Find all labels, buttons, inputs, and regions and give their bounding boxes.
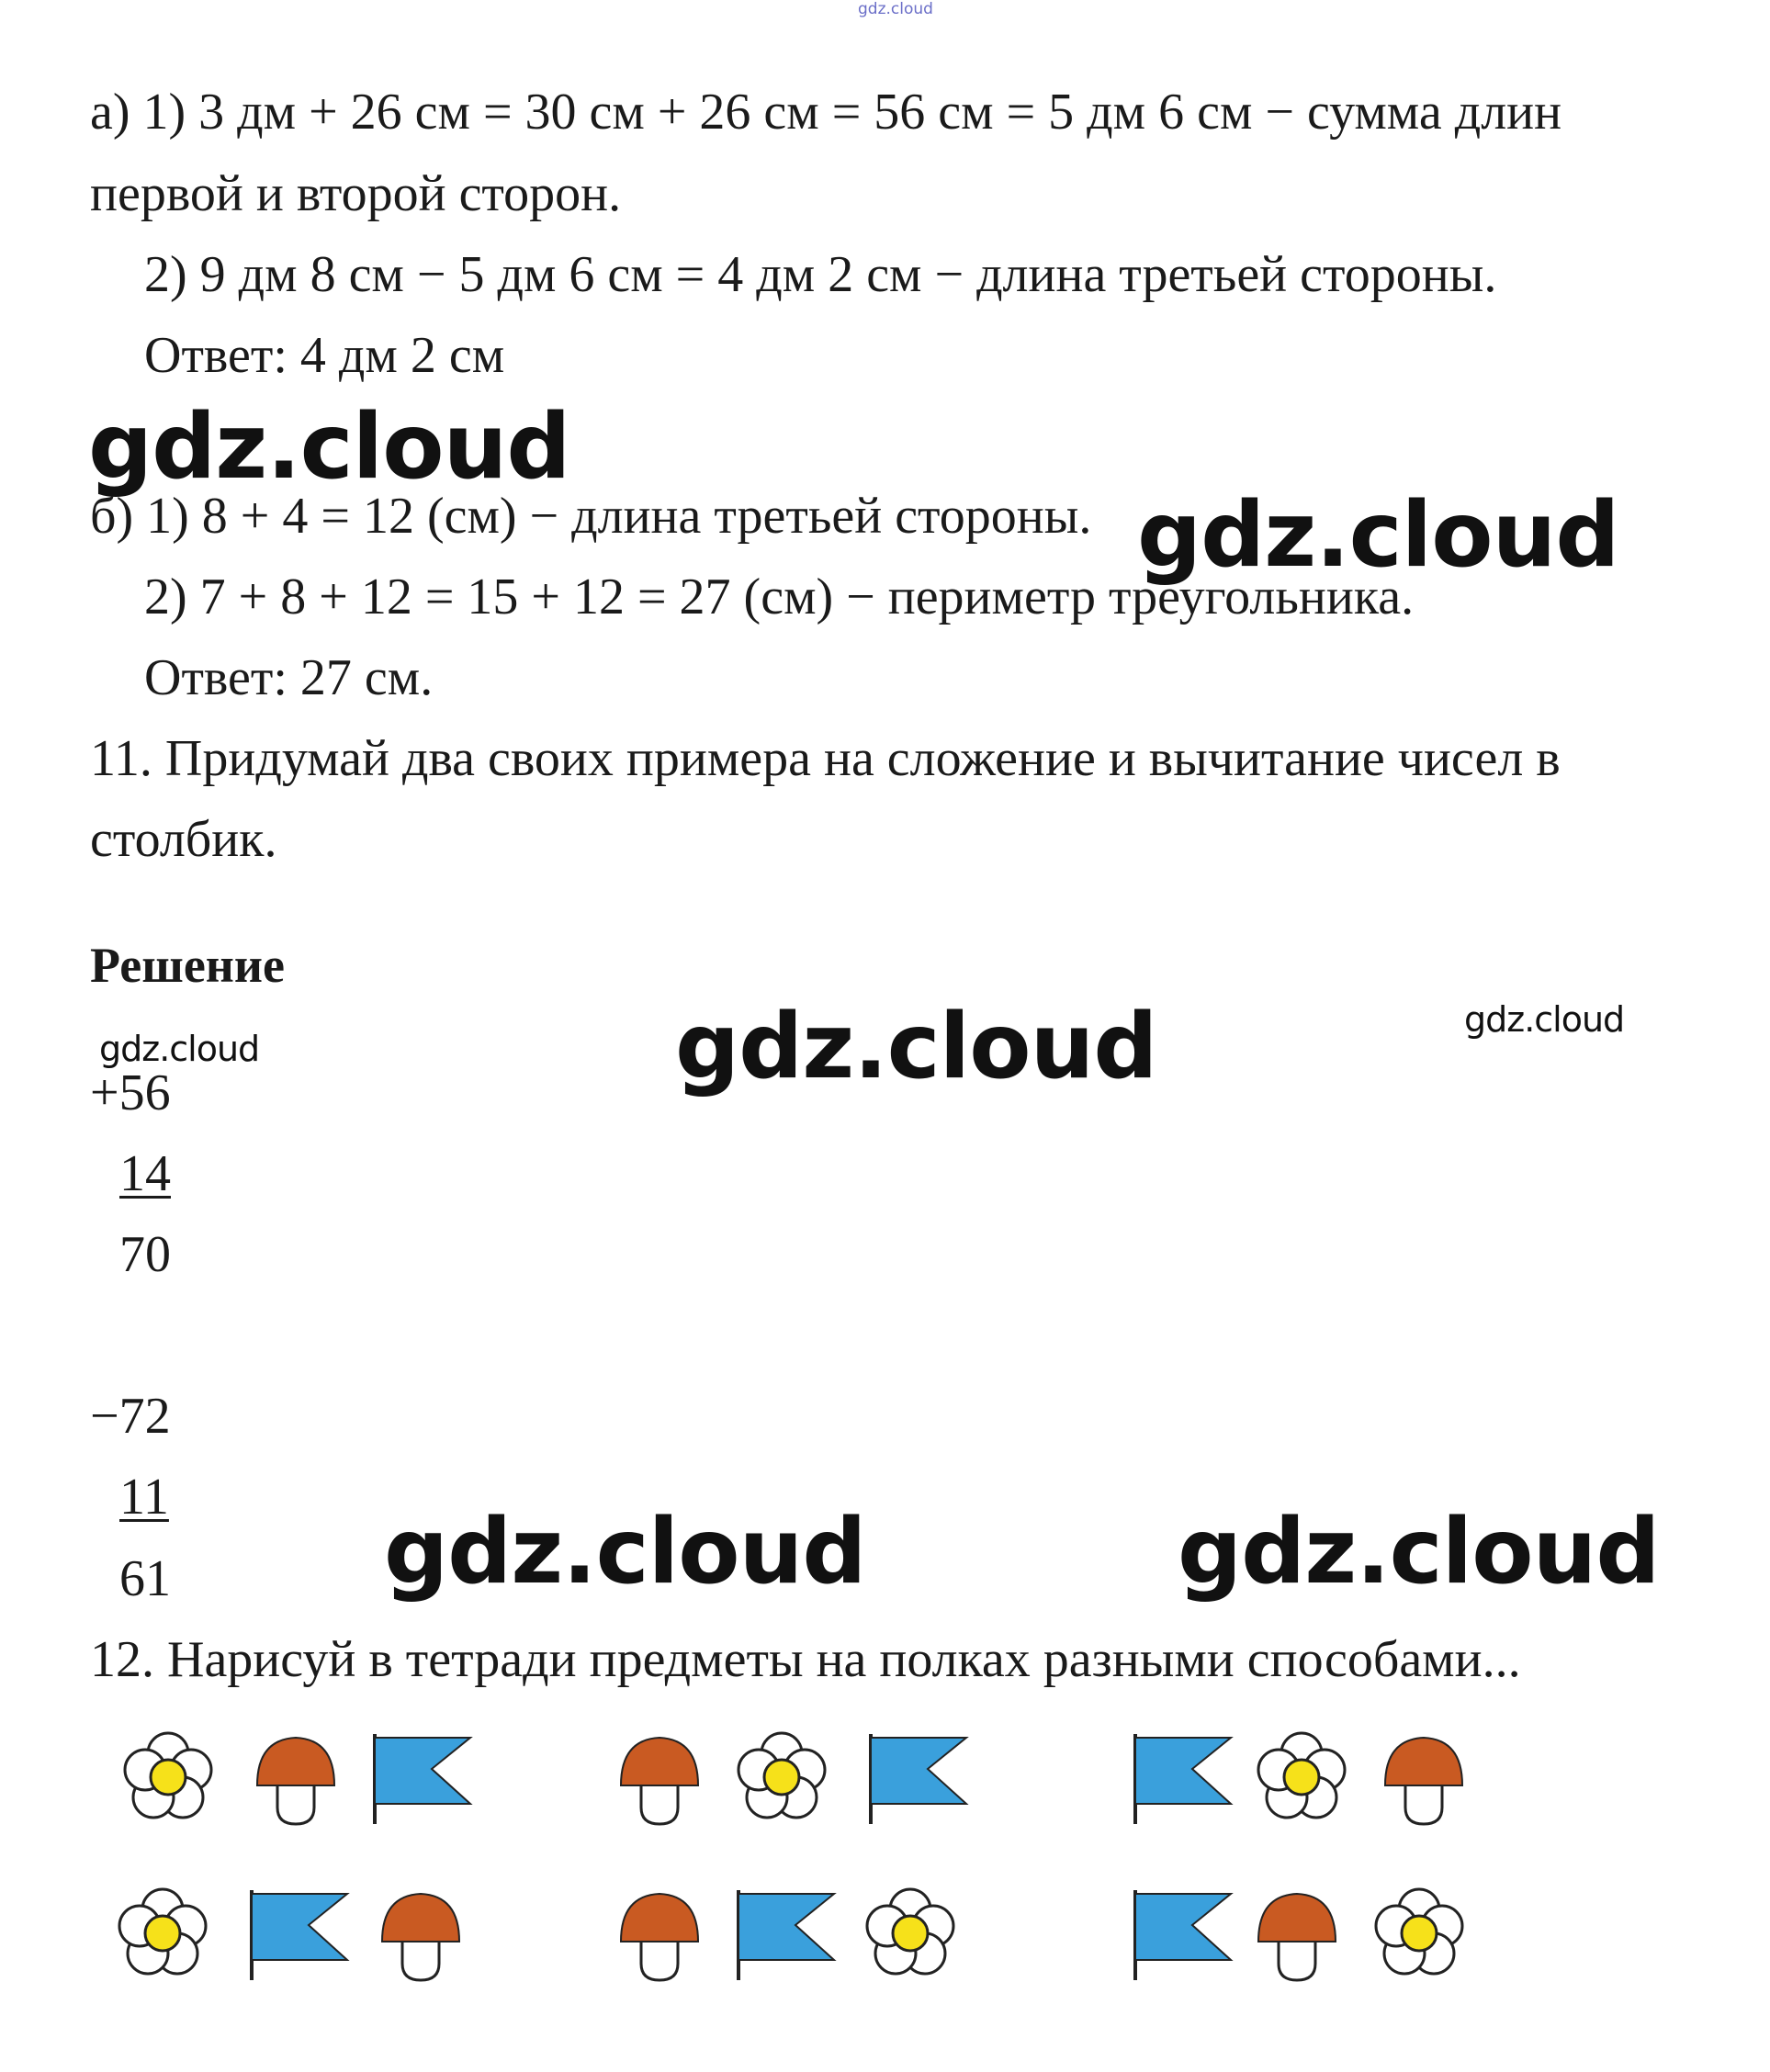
flag-icon (367, 1727, 478, 1831)
task10-a1-line1: а) 1) 3 дм + 26 см = 30 см + 26 см = 56 см = 5 дм 6 см − сумма длин (90, 84, 1562, 141)
flower-icon (1251, 1727, 1361, 1831)
top-watermark: gdz.cloud (858, 0, 933, 18)
watermark: gdz.cloud (384, 1500, 866, 1605)
flower-icon (112, 1883, 222, 1988)
watermark: gdz.cloud (1137, 483, 1619, 588)
subtraction-second: 11 (119, 1469, 169, 1526)
mushroom-icon (614, 1727, 724, 1831)
watermark: gdz.cloud (675, 995, 1157, 1099)
task10-b2: 2) 7 + 8 + 12 = 15 + 12 = 27 (см) − периметр треугольника. (144, 569, 1415, 625)
flag-icon (863, 1727, 974, 1831)
watermark: gdz.cloud (88, 395, 570, 500)
task10-a1-line2: первой и второй сторон. (90, 165, 622, 222)
watermark: gdz.cloud (1464, 999, 1625, 1040)
task11-line1: 11. Придумай два своих примера на сложение и вычитание чисел в (90, 730, 1561, 787)
flag-icon (1128, 1727, 1238, 1831)
flower-icon (731, 1727, 841, 1831)
watermark: gdz.cloud (99, 1029, 260, 1069)
watermark: gdz.cloud (1178, 1500, 1660, 1605)
task10-b-answer: Ответ: 27 см. (144, 649, 434, 706)
addition-top: +56 (90, 1064, 171, 1121)
addition-second: 14 (119, 1145, 171, 1202)
mushroom-icon (1251, 1883, 1361, 1988)
mushroom-icon (614, 1883, 724, 1988)
task10-b1: б) 1) 8 + 4 = 12 (см) − длина третьей стороны. (90, 488, 1092, 545)
flag-icon (1128, 1883, 1238, 1988)
flag-icon (731, 1883, 841, 1988)
subtraction-top: −72 (90, 1388, 171, 1445)
task11-line2: столбик. (90, 811, 277, 868)
mushroom-icon (1378, 1727, 1488, 1831)
flag-icon (244, 1883, 355, 1988)
flower-icon (860, 1883, 970, 1988)
task12-line: 12. Нарисуй в тетради предметы на полках разными способами... (90, 1631, 1521, 1688)
mushroom-icon (375, 1883, 485, 1988)
addition-result: 70 (119, 1226, 171, 1283)
subtraction-result: 61 (119, 1550, 171, 1607)
solution-heading: Решение (90, 938, 285, 993)
flower-icon (118, 1727, 228, 1831)
task10-a2: 2) 9 дм 8 см − 5 дм 6 см = 4 дм 2 см − длина третьей стороны. (144, 246, 1497, 303)
flower-icon (1369, 1883, 1479, 1988)
mushroom-icon (250, 1727, 360, 1831)
task10-a-answer: Ответ: 4 дм 2 см (144, 327, 505, 384)
